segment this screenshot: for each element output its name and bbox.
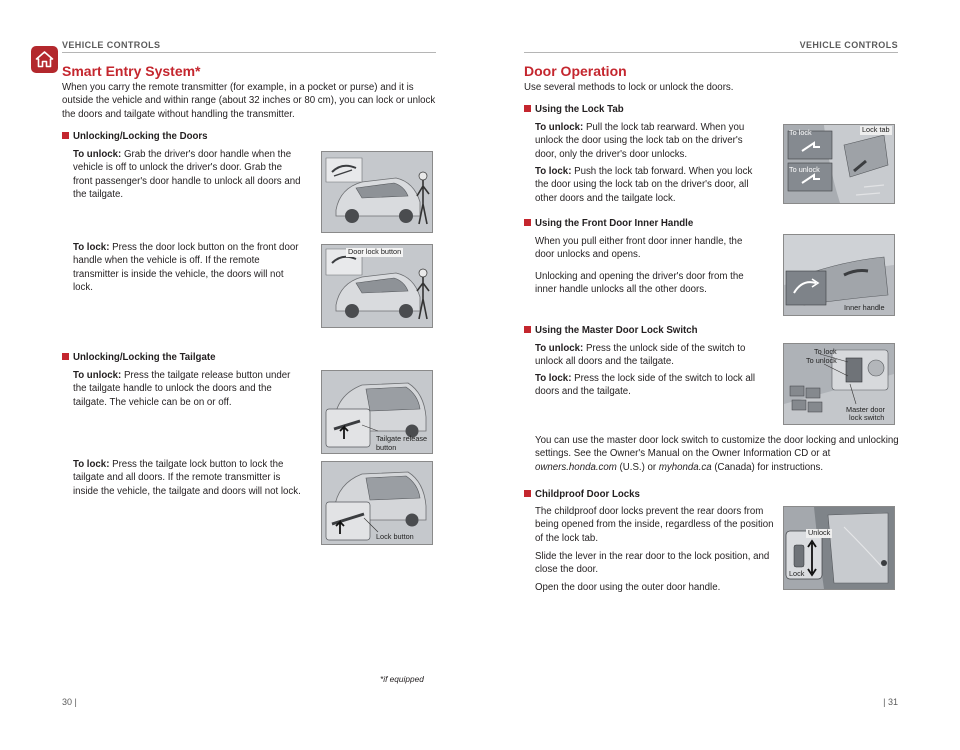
childproof-text-1: The childproof door locks prevent the rear doors from being opened from the inside, regardless of the position of the lock tab. [535,506,774,544]
inner-handle-text-2: Unlocking and opening the driver's door from the inner handle unlocks all the other doors. [535,271,744,296]
lock-button-callout: Lock button [376,532,414,541]
header-rule-right [524,52,898,53]
master-switch-unlock-text: To unlock: Press the unlock side of the switch to unlock all doors and the tailgate. [535,343,746,368]
master-switch-callout-2: lock switch [849,413,885,422]
header-rule-left [62,52,436,53]
tailgate-release-callout-2: button [376,443,397,452]
master-to-unlock-callout: To unlock [806,356,837,365]
door-lock-figure [321,244,433,328]
car-front-illustration-icon [322,152,432,232]
tailgate-lock-figure [321,461,433,545]
bullet-square-icon [524,219,531,226]
door-operation-intro: Use several methods to lock or unlock the doors. [524,82,734,93]
footnote: *if equipped [380,674,424,684]
master-switch-note: You can use the master door lock switch to customize the door locking and unlocking settings. See the Owner's Manual on the Owner Information CD or at owners.honda.com (U.S.) or myhonda.ca (Canada) for instructions. [535,435,899,473]
bullet-square-icon [524,326,531,333]
section-header-right: VEHICLE CONTROLS [799,40,898,50]
car-front-lock-illustration-icon [322,245,432,327]
master-switch-figure [783,343,895,425]
doors-heading: Unlocking/Locking the Doors [62,131,208,142]
to-unlock-callout: To unlock [789,165,820,174]
owners-honda-link[interactable]: owners.honda.com [535,461,617,473]
myhonda-link[interactable]: myhonda.ca [658,461,712,473]
master-to-lock-callout: To lock [814,347,837,356]
childproof-text-3: Open the door using the outer door handle. [535,582,721,593]
bullet-square-icon [524,490,531,497]
unlock-callout: Unlock [808,528,831,537]
door-unlock-figure [321,151,433,233]
inner-handle-heading: Using the Front Door Inner Handle [524,218,693,229]
lock-tab-callout: Lock tab [862,125,890,134]
master-switch-lock-text: To lock: Press the lock side of the switch to lock all doors and the tailgate. [535,373,756,398]
page-number-right: | 31 [883,697,898,707]
lock-tab-figure [783,124,895,204]
door-lock-button-callout: Door lock button [348,247,402,256]
master-switch-callout-1: Master door [846,405,885,414]
bullet-square-icon [524,105,531,112]
tailgate-unlock-text: To unlock: Press the tailgate release button under the tailgate handle to unlock the doors and the tailgate. The vehicle can be on or off. [73,370,291,408]
lock-tab-lock-text: To lock: Push the lock tab forward. When you lock the door using the lock tab on the driver's door, all other doors and the tailgate lock. [535,166,753,204]
home-icon[interactable] [31,46,58,73]
master-switch-heading: Using the Master Door Lock Switch [524,325,698,336]
right-page [480,0,960,750]
tailgate-heading: Unlocking/Locking the Tailgate [62,352,215,363]
tailgate-unlock-figure [321,370,433,454]
childproof-figure [783,506,895,590]
tailgate-release-callout-1: Tailgate release [376,434,428,443]
lock-callout: Lock [789,569,805,578]
inner-handle-callout: Inner handle [844,303,885,312]
doors-lock-text: To lock: Press the door lock button on the front door handle when the vehicle is off. If the remote transmitter is inside the vehicle, the doors will not lock. [73,242,299,294]
section-header-left: VEHICLE CONTROLS [62,40,161,50]
bullet-square-icon [62,132,69,139]
to-lock-callout: To lock [789,128,812,137]
inner-handle-text-1: When you pull either front door inner handle, the door unlocks and opens. [535,236,743,261]
lock-tab-unlock-text: To unlock: Pull the lock tab rearward. When you unlock the door using the lock tab on the driver's door, only the driver's door unlocks. [535,122,745,160]
childproof-text-2: Slide the lever in the rear door to the lock position, and close the door. [535,551,770,576]
smart-entry-title: Smart Entry System* [62,63,201,79]
door-operation-title: Door Operation [524,63,627,79]
tailgate-lock-text: To lock: Press the tailgate lock button to lock the tailgate and all doors. If the remote transmitter is inside the vehicle, the tailgate and doors will not lock. [73,459,301,497]
inner-handle-figure [783,234,895,316]
doors-unlock-text: To unlock: Grab the driver's door handle when the vehicle is off to unlock the driver's door. Grab the front passenger's door handle to unlock all doors and the tailgate. [73,149,301,201]
childproof-heading: Childproof Door Locks [524,489,640,500]
lock-tab-heading: Using the Lock Tab [524,104,624,115]
page-number-left: 30 | [62,697,77,707]
smart-entry-intro: When you carry the remote transmitter (for example, in a pocket or purse) and it is outside the vehicle and within range (about 32 inches or 80 cm), you can lock or unlock the doors and tailgate without handling the transmitter. [62,82,436,120]
bullet-square-icon [62,353,69,360]
